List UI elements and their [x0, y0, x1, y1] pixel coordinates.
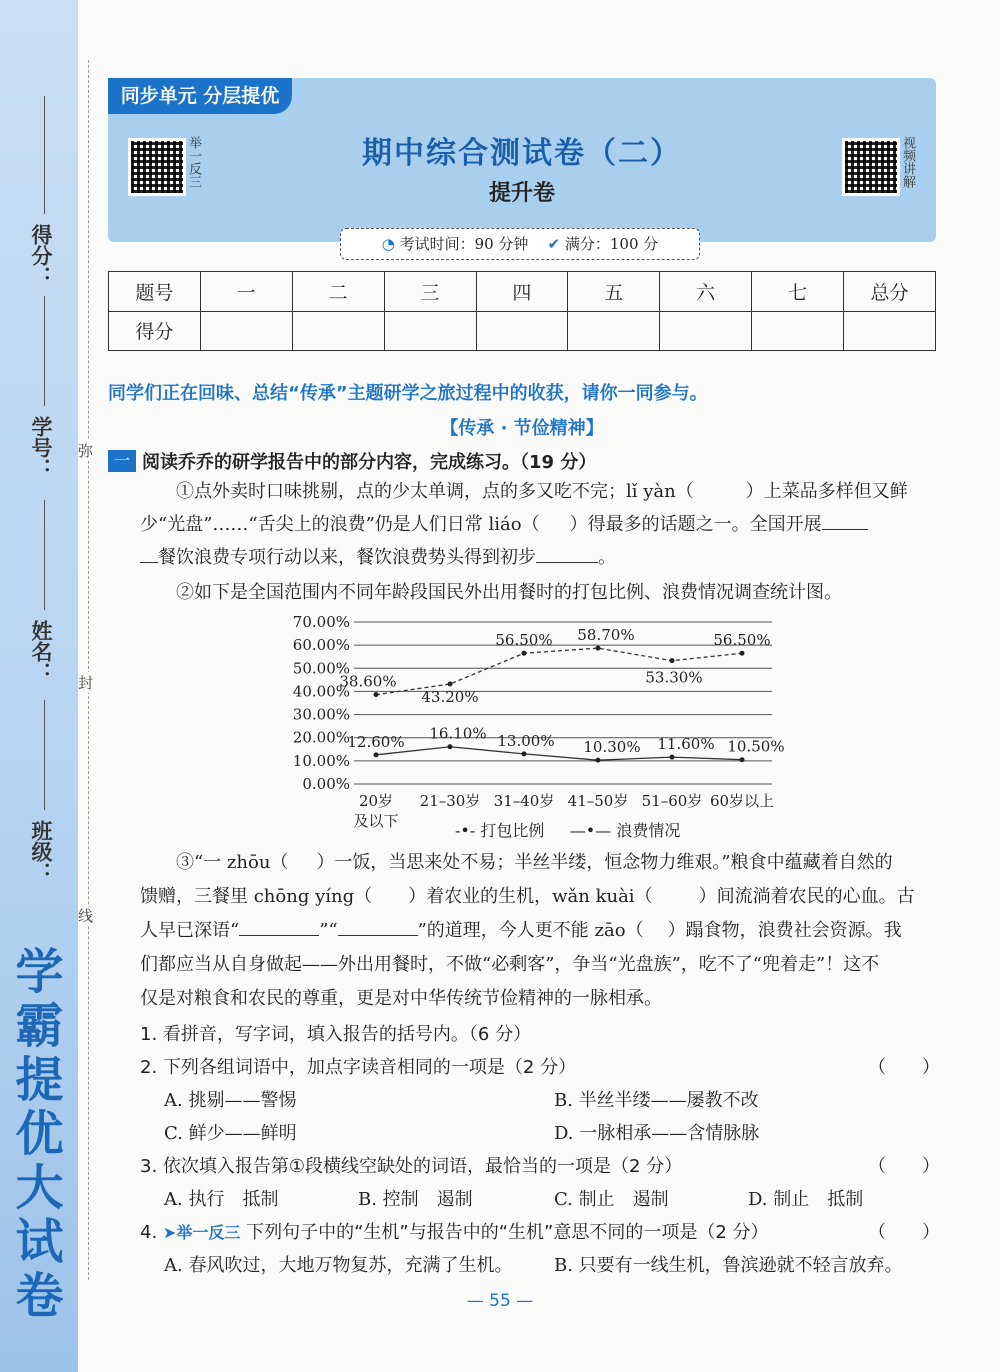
score-header-cell: 二: [292, 272, 384, 312]
legend-dashed-icon: -•-: [455, 821, 476, 840]
score-header-cell: 五: [568, 272, 660, 312]
data-point: [596, 646, 601, 651]
data-label: 56.50%: [495, 631, 553, 650]
score-cell[interactable]: [844, 311, 936, 351]
score-header-cell: 总分: [844, 272, 936, 312]
p3-text-f: 人早已深语“: [140, 920, 240, 941]
label-student-id: 学号：: [29, 416, 54, 479]
question-2: 2. 下列各组词语中，加点字读音相同的一项是（2 分）: [140, 1057, 577, 1078]
answer-paren-3[interactable]: （ ）: [868, 1156, 940, 1177]
cut-char-feng: 封: [78, 674, 94, 692]
data-label: 12.60%: [347, 732, 405, 751]
score-cell[interactable]: [568, 311, 660, 351]
exam-info: [340, 228, 700, 260]
paragraph-1: [140, 475, 938, 574]
data-point: [670, 658, 675, 663]
question-badge: 一: [108, 450, 136, 472]
data-label: 38.60%: [339, 672, 397, 691]
paragraph-2: ②如下是全国范围内不同年龄段国民外出用餐时的打包比例、浪费情况调查统计图。: [176, 582, 842, 603]
score-header-cell: 七: [752, 272, 844, 312]
p3-text-k: 仅是对粮食和农民的尊重，更是对中华传统节俭精神的一脉相承。: [140, 988, 662, 1009]
score-cell[interactable]: [752, 311, 844, 351]
x-tick-label: 21–30岁: [419, 792, 481, 810]
q4-number: 4.: [140, 1222, 158, 1243]
p3-text-g: ”“: [319, 920, 338, 941]
y-tick-label: 40.00%: [292, 682, 350, 701]
section-heading: 【传承 · 节俭精神】: [440, 418, 604, 439]
data-label: 10.50%: [727, 737, 785, 756]
q2-option-c[interactable]: C. 鲜少——鲜明: [164, 1123, 297, 1144]
page-number: — 55 —: [466, 1291, 534, 1311]
score-header-cell: 一: [200, 272, 292, 312]
p1-text-b: ）上菜品多样但又鲜: [745, 481, 908, 502]
data-point: [522, 651, 527, 656]
legend-solid-icon: —•—: [569, 821, 612, 840]
score-cell[interactable]: [200, 311, 292, 351]
y-tick-label: 50.00%: [292, 659, 350, 678]
label-score: 得分：: [29, 224, 54, 287]
line-chart: [290, 612, 790, 842]
score-header-cell: 三: [384, 272, 476, 312]
q2-option-d[interactable]: D. 一脉相承——含情脉脉: [554, 1123, 760, 1144]
data-label: 16.10%: [429, 724, 487, 743]
score-table: [108, 271, 936, 351]
chart-legend: [455, 818, 680, 841]
q3-option-b[interactable]: B. 控制 遏制: [358, 1189, 473, 1210]
y-tick-label: 60.00%: [292, 636, 350, 655]
blank-1[interactable]: [822, 529, 868, 530]
y-tick-label: 0.00%: [302, 775, 350, 793]
q3-option-c[interactable]: C. 制止 遏制: [554, 1189, 669, 1210]
blank-idiom-2[interactable]: [338, 935, 418, 936]
x-tick-label: 及以下: [353, 812, 399, 830]
p3-text-i: ）蹋食物，浪费社会资源。我: [667, 920, 902, 941]
clock-icon: ◔: [381, 235, 395, 253]
data-label: 11.60%: [657, 735, 715, 754]
score-header-cell: 题号: [109, 272, 201, 312]
cut-char-mi: 弥: [78, 442, 94, 460]
question-3: 3. 依次填入报告第①段横线空缺处的词语，最恰当的一项是（2 分）: [140, 1156, 683, 1177]
intro-text: 同学们正在回味、总结“传承”主题研学之旅过程中的收获，请你一同参与。: [108, 383, 708, 404]
p3-text-c: 馈赠，三餐里 chōng yíng（: [140, 886, 373, 907]
q2-option-a[interactable]: A. 挑剔——警惕: [164, 1090, 297, 1111]
q3-option-d[interactable]: D. 制止 抵制: [748, 1189, 864, 1210]
name-line: [44, 500, 45, 610]
label-class: 班级：: [29, 820, 54, 883]
data-point: [448, 682, 453, 687]
score-cell[interactable]: [660, 311, 752, 351]
qr-right-text: 视频讲解: [900, 136, 915, 188]
data-point: [740, 757, 745, 762]
q2-option-b[interactable]: B. 半丝半缕——屡教不改: [554, 1090, 759, 1111]
unit-tag: 同步单元 分层提优: [108, 78, 292, 114]
score-cell[interactable]: [476, 311, 568, 351]
question-title: 阅读乔乔的研学报告中的部分内容，完成练习。（19 分）: [142, 452, 597, 473]
legend-waste: 浪费情况: [616, 821, 681, 840]
q4-option-b[interactable]: B. 只要有一线生机，鲁滨逊就不轻言放弃。: [554, 1255, 903, 1276]
y-tick-label: 70.00%: [292, 613, 350, 631]
x-tick-label: 41–50岁: [567, 792, 629, 810]
exam-subtitle: 提升卷: [488, 181, 555, 206]
data-label: 13.00%: [497, 731, 555, 750]
q4-tag[interactable]: ➤举一反三: [162, 1223, 241, 1242]
cut-char-xian: 线: [78, 907, 94, 925]
score-header-cell: 六: [660, 272, 752, 312]
y-tick-label: 20.00%: [292, 728, 350, 747]
paragraph-3: [140, 846, 938, 1016]
exam-title: 期中综合测试卷（二）: [362, 136, 682, 171]
data-label: 43.20%: [421, 688, 479, 707]
data-label: 58.70%: [577, 626, 635, 645]
p1-text-e: 餐饮浪费专项行动以来，餐饮浪费势头得到初步: [158, 547, 536, 568]
q4-option-a[interactable]: A. 春风吹过，大地万物复苏，充满了生机。: [164, 1255, 513, 1276]
data-point: [522, 751, 527, 756]
data-label: 56.50%: [713, 631, 771, 650]
p3-text-d: ）着农业的生机，wǎn kuài（: [408, 886, 653, 907]
x-tick-label: 51–60岁: [641, 792, 703, 810]
blank-idiom-1[interactable]: [239, 935, 319, 936]
data-label: 53.30%: [645, 668, 703, 687]
score-line: [44, 96, 45, 214]
p1-text-f: 。: [598, 547, 616, 568]
p1-text-d: ）得最多的话题之一。全国开展: [569, 514, 822, 535]
score-cell[interactable]: [292, 311, 384, 351]
data-point: [448, 744, 453, 749]
question-4: [140, 1218, 769, 1244]
p3-text-j: 们都应当从自身做起——外出用餐时，不做“必剩客”，争当“光盘族”，吃不了“兜着走”！这不: [140, 954, 880, 975]
check-icon: ✔: [547, 235, 561, 253]
y-tick-label: 10.00%: [292, 751, 350, 770]
q3-option-a[interactable]: A. 执行 抵制: [164, 1189, 279, 1210]
student-id-line: [44, 296, 45, 406]
p3-text-h: ”的道理，今人更不能 zāo（: [417, 920, 644, 941]
p3-text-b: ）一饭，当思来处不易；半丝半缕，恒念物力维艰。”粮食中蕴藏着自然的: [316, 852, 893, 873]
score-header-cell: 四: [476, 272, 568, 312]
p3-text-e: ）间流淌着农民的心血。古: [698, 886, 915, 907]
answer-paren-4[interactable]: （ ）: [868, 1222, 940, 1243]
x-tick-label: 60岁以上: [709, 792, 775, 810]
question-1: 1. 看拼音，写字词，填入报告的括号内。（6 分）: [140, 1024, 532, 1045]
data-point: [374, 692, 379, 697]
data-point: [740, 651, 745, 656]
q4-text: 下列句子中的“生机”与报告中的“生机”意思不同的一项是（2 分）: [246, 1222, 769, 1243]
exam-time: 考试时间：90 分钟: [399, 235, 529, 253]
data-point: [374, 752, 379, 757]
label-name: 姓名：: [29, 620, 54, 683]
p3-text-a: ③“一 zhōu（: [176, 852, 289, 873]
score-table-score-row: [109, 311, 936, 351]
x-tick-label: 31–40岁: [493, 792, 555, 810]
p1-text-a: ①点外卖时口味挑剔，点的少太单调，点的多又吃不完；lǐ yàn（: [176, 481, 694, 502]
x-tick-label: 20岁: [358, 792, 394, 810]
y-tick-label: 30.00%: [292, 705, 350, 724]
answer-paren-2[interactable]: （ ）: [868, 1057, 940, 1078]
blank-1-cont: [140, 562, 158, 563]
data-point: [670, 755, 675, 760]
score-table-header-row: [109, 272, 936, 312]
full-score: 满分：100 分: [564, 235, 659, 253]
data-point: [596, 758, 601, 763]
p1-text-c: 少“光盘”……“舌尖上的浪费”仍是人们日常 liáo（: [140, 514, 540, 535]
blank-2[interactable]: [536, 562, 598, 563]
qr-left-text: 举一反三: [186, 136, 201, 188]
spine-title: 学霸提优大试卷: [7, 946, 63, 1324]
score-cell[interactable]: [384, 311, 476, 351]
score-row-label: 得分: [109, 311, 201, 351]
class-line: [44, 700, 45, 810]
data-label: 10.30%: [583, 738, 641, 757]
legend-pack: 打包比例: [480, 821, 545, 840]
seal-cut-line: [88, 60, 89, 1280]
